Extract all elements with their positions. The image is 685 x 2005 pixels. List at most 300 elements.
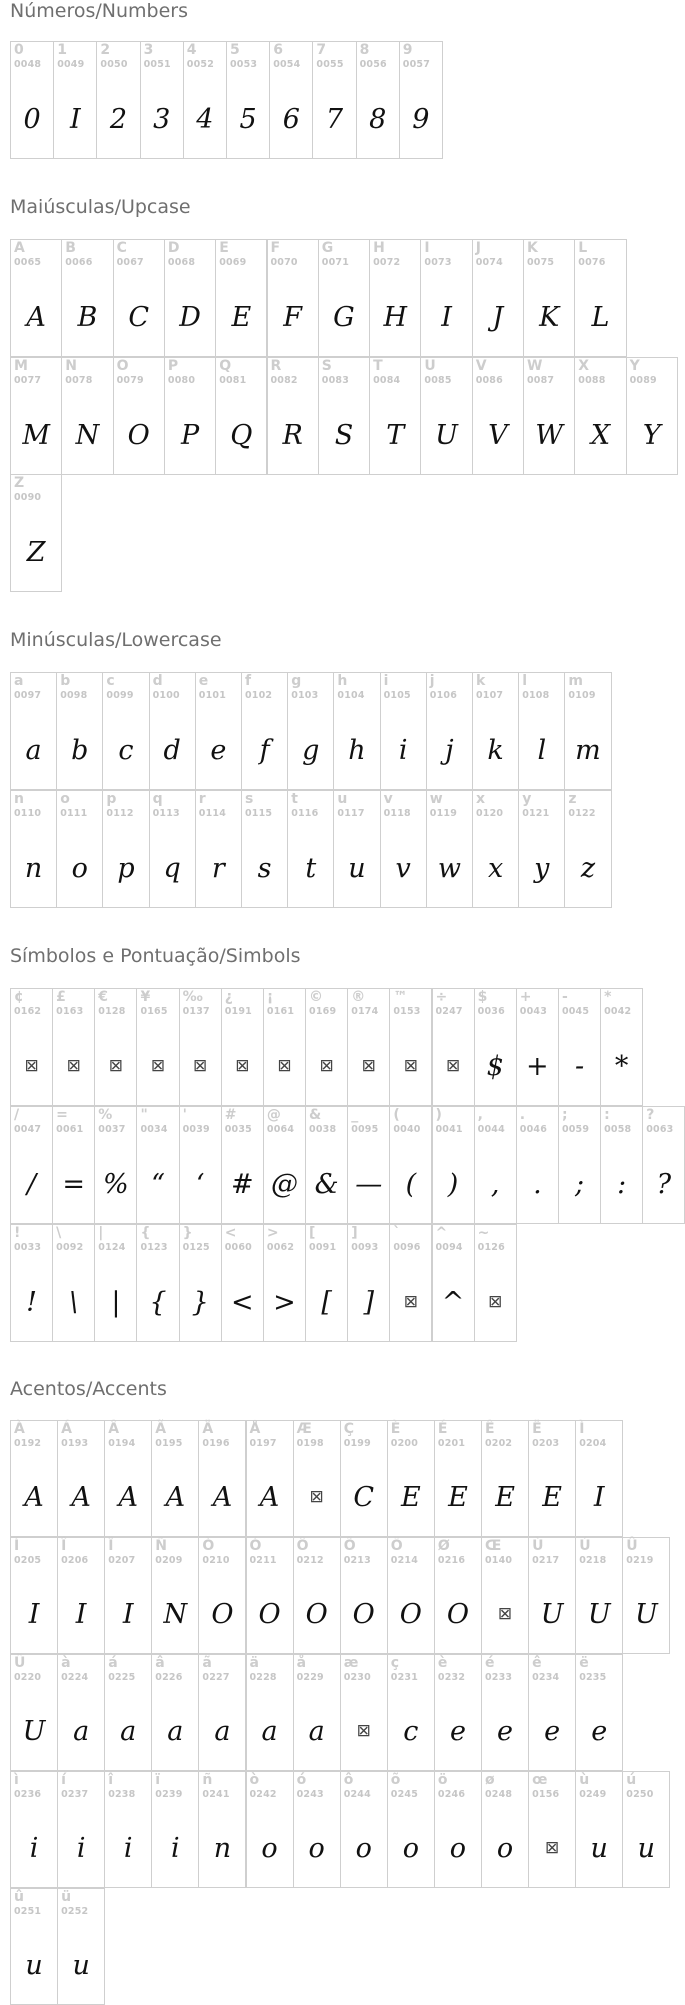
glyph-code: 0048 [14,59,42,70]
glyph-cell [136,988,179,1106]
glyph-code: 0219 [626,1555,654,1566]
missing-glyph-box: ⊠ [66,1055,81,1076]
glyph-cell [340,1537,388,1654]
glyph-sample: e [210,734,227,766]
glyph-char-label: x [476,791,486,807]
glyph-code: 0210 [202,1555,230,1566]
glyph-char-label: ó [296,1772,307,1788]
glyph-cell [151,1420,199,1537]
glyph-cell [347,1224,390,1342]
glyph-code: 0233 [485,1672,513,1683]
glyph-sample: E [231,301,252,333]
glyph-cell [518,672,565,790]
glyph-char-label: ¢ [14,989,24,1005]
glyph-sample: e [591,1716,608,1747]
glyph-code: 0209 [155,1555,183,1566]
glyph-sample: W [535,419,564,451]
missing-glyph-box: ⊠ [361,1055,376,1076]
glyph-sample: O [446,1599,469,1630]
glyph-sample: o [496,1833,514,1864]
glyph-cell [472,357,524,475]
glyph-cell [333,790,380,908]
glyph-sample: O [127,419,150,451]
missing-glyph-box: ⊠ [193,1055,208,1076]
glyph-char-label: e [198,673,209,689]
glyph-char-label: Y [629,358,640,374]
glyph-cell [432,988,475,1106]
glyph-char-label: Q [219,358,232,374]
glyph-sample: k [487,734,504,766]
glyph-char-label: X [578,358,590,374]
glyph-code: 0068 [167,257,196,268]
glyph-code: 0045 [561,1006,590,1017]
glyph-cell [387,1420,435,1537]
glyph-char-label: z [568,791,577,807]
glyph-cell [474,988,517,1106]
glyph-char-label: y [522,791,532,807]
glyph-code: 0125 [182,1242,210,1253]
glyph-char-label: l [522,673,527,689]
glyph-code: 0085 [424,375,452,386]
glyph-cell [389,1224,432,1342]
glyph-code: 0251 [14,1906,42,1917]
glyph-code: 0037 [98,1124,126,1135]
glyph-code: 0061 [56,1124,84,1135]
glyph-code: 0043 [519,1006,548,1017]
missing-glyph-box: ⊠ [497,1604,513,1624]
glyph-char-label: ( [393,1107,400,1123]
glyph-sample: U [587,1599,611,1630]
glyph-char-label: ; [561,1107,568,1123]
glyph-code: 0120 [476,808,504,819]
glyph-char-label: ? [646,1107,655,1123]
glyph-code: 0206 [61,1555,89,1566]
glyph-cell [481,1537,529,1654]
glyph-char-label: @ [266,1107,281,1123]
glyph-cell [287,672,334,790]
glyph-code: 0128 [98,1006,126,1017]
glyph-code: 0229 [296,1672,324,1683]
glyph-sample: > [273,1286,296,1318]
glyph-char-label: ÷ [435,989,448,1005]
glyph-char-label: Ç [343,1421,354,1437]
glyph-char-label: V [475,358,487,374]
glyph-char-label: â [155,1655,165,1671]
glyph-cell [136,1106,179,1224]
glyph-cell [56,672,103,790]
glyph-cell [472,239,524,357]
glyph-char-label: Ü [14,1655,26,1671]
glyph-sample: E [400,1482,421,1513]
glyph-cell [57,1654,105,1771]
glyph-code: 0225 [108,1672,136,1683]
glyph-sample: ; [574,1168,585,1200]
glyph-code: 0096 [393,1242,421,1253]
glyph-sample: ^ [441,1286,465,1318]
glyph-code: 0232 [437,1672,466,1683]
glyph-cell [600,1106,643,1224]
glyph-sample: — [355,1168,383,1200]
glyph-sample: K [539,301,560,333]
glyph-char-label: M [14,358,28,374]
glyph-code: 0212 [296,1555,324,1566]
glyph-cell [432,1106,475,1224]
glyph-code: 0052 [186,59,215,70]
glyph-char-label: A [14,240,25,256]
missing-glyph-box: ⊠ [277,1055,292,1076]
glyph-sample: I [122,1599,134,1630]
glyph-char-label: ^ [435,1225,448,1241]
glyph-char-label: ) [435,1107,442,1123]
glyph-char-label: t [291,791,298,807]
glyph-char-label: 8 [359,42,370,58]
glyph-char-label: P [167,358,179,374]
glyph-char-label: æ [343,1655,359,1671]
glyph-char-label: Í [14,1538,20,1554]
glyph-sample: a [261,1716,278,1747]
glyph-sample: 3 [153,103,171,135]
glyph-code: 0238 [108,1789,136,1800]
missing-glyph-box: ⊠ [403,1291,419,1312]
glyph-code: 0083 [321,375,350,386]
glyph-char-label: F [270,240,281,256]
glyph-char-label: m [568,673,583,689]
glyph-char-label: r [198,791,206,807]
glyph-char-label: 1 [57,42,67,58]
glyph-cell [380,790,427,908]
glyph-cell [426,790,473,908]
glyph-char-label: 6 [273,42,283,58]
glyph-char-label: ù [579,1772,590,1788]
glyph-cell [104,1654,152,1771]
glyph-code: 0161 [266,1006,295,1017]
glyph-cell [241,790,288,908]
glyph-sample: a [308,1716,325,1747]
missing-glyph-box: ⊠ [545,1838,560,1858]
glyph-char-label: ` [393,1225,401,1241]
glyph-cell [57,1771,105,1888]
glyph-sample: # [231,1168,254,1200]
glyph-char-label: Ô [296,1538,309,1554]
glyph-sample: S [334,419,354,451]
glyph-sample: v [395,852,411,884]
glyph-code: 0078 [65,375,93,386]
glyph-char-label: O [116,358,129,374]
glyph-code: 0079 [116,375,144,386]
glyph-char-label: Á [61,1421,72,1437]
glyph-cell [198,1654,246,1771]
glyph-char-label: I [424,240,430,256]
glyph-cell [269,41,313,159]
glyph-sample: C [128,301,150,333]
glyph-char-label: f [245,673,252,689]
glyph-char-label: ¿ [224,989,233,1005]
glyph-code: 0114 [198,808,227,819]
glyph-code: 0080 [167,375,196,386]
glyph-cell [389,988,432,1106]
glyph-char-label: Ö [390,1538,403,1554]
glyph-code: 0169 [309,1006,337,1017]
glyph-char-label: Ë [532,1421,542,1437]
glyph-sample: ‘ [195,1168,205,1200]
glyph-char-label: $ [477,989,488,1005]
glyph-sample: o [71,852,88,884]
glyph-code: 0201 [437,1438,466,1449]
glyph-cell [558,1106,601,1224]
glyph-sample: O [258,1599,281,1630]
glyph-char-label: > [266,1225,279,1241]
glyph-sample: o [261,1833,278,1864]
glyph-code: 0243 [296,1789,324,1800]
glyph-sample: A [259,1482,280,1513]
glyph-cell [528,1654,576,1771]
glyph-sample: I [593,1482,605,1513]
glyph-sample: b [71,734,89,766]
glyph-code: 0054 [273,59,301,70]
glyph-code: 0231 [390,1672,419,1683]
glyph-char-label: 2 [100,42,111,58]
glyph-cell [10,1420,58,1537]
glyph-char-label: È [390,1421,401,1437]
glyph-cell [564,790,611,908]
glyph-code: 0042 [604,1006,632,1017]
glyph-char-label: - [561,989,568,1005]
glyph-char-label: ò [249,1772,260,1788]
glyph-cell [318,239,370,357]
glyph-sample: X [590,419,611,451]
glyph-sample: n [213,1833,232,1864]
glyph-sample: C [353,1482,375,1513]
glyph-cell [356,41,400,159]
glyph-cell [10,41,54,159]
glyph-char-label: Ó [249,1538,262,1554]
glyph-cell [600,988,643,1106]
glyph-char-label: D [167,240,180,256]
missing-glyph-box: ⊠ [488,1291,503,1312]
glyph-sample: c [403,1716,419,1747]
glyph-sample: N [75,419,100,451]
glyph-sample: i [171,1833,180,1864]
glyph-sample: I [28,1599,40,1630]
glyph-code: 0116 [291,808,319,819]
glyph-code: 0065 [14,257,42,268]
glyph-code: 0074 [475,257,503,268]
glyph-sample: e [497,1716,514,1747]
glyph-cell [104,1537,152,1654]
glyph-code: 0113 [152,808,180,819]
glyph-cell [151,1654,199,1771]
glyph-cell [113,239,165,357]
glyph-code: 0107 [476,690,504,701]
glyph-char-label: K [527,240,538,256]
glyph-cell [221,988,264,1106]
glyph-cell [575,1654,623,1771]
glyph-cell [195,790,242,908]
glyph-sample: Y [642,419,661,451]
glyph-code: 0035 [224,1124,252,1135]
glyph-char-label: å [296,1655,307,1671]
glyph-sample: H [383,301,408,333]
glyph-code: 0244 [343,1789,371,1800]
glyph-sample: { [149,1286,167,1318]
glyph-code: 0247 [435,1006,463,1017]
glyph-sample: j [445,734,454,766]
glyph-sample: Z [26,536,46,568]
glyph-sample: A [26,301,46,333]
glyph-code: 0174 [351,1006,379,1017]
glyph-char-label: d [152,673,163,689]
glyph-sample: ( [405,1168,417,1200]
glyph-char-label: J [475,240,481,256]
glyph-cell [516,988,559,1106]
glyph-sample: u [348,852,366,884]
glyph-cell [10,239,62,357]
glyph-sample: T [386,419,405,451]
glyph-cell [267,239,319,357]
glyph-code: 0069 [219,257,247,268]
glyph-cell [246,1537,294,1654]
glyph-code: 0095 [351,1124,379,1135]
glyph-code: 0084 [373,375,401,386]
glyph-sample: 7 [325,103,344,135]
glyph-char-label: < [224,1225,237,1241]
glyph-char-label: ø [485,1772,495,1788]
glyph-code: 0049 [57,59,85,70]
glyph-code: 0153 [393,1006,421,1017]
glyph-code: 0191 [224,1006,252,1017]
glyph-code: 0199 [343,1438,371,1449]
glyph-char-label: ï [155,1772,161,1788]
glyph-sample: Q [230,419,253,451]
glyph-char-label: õ [390,1772,401,1788]
glyph-cell [53,41,97,159]
glyph-cell [94,988,137,1106]
glyph-sample: 0 [23,103,41,135]
glyph-cell [293,1420,341,1537]
glyph-code: 0216 [437,1555,466,1566]
glyph-code: 0252 [61,1906,89,1917]
glyph-sample: o [449,1833,467,1864]
glyph-code: 0140 [485,1555,513,1566]
glyph-cell [564,672,611,790]
glyph-sample: N [163,1599,188,1630]
glyph-char-label: ñ [202,1772,213,1788]
glyph-sample: 9 [412,103,430,135]
glyph-code: 0101 [198,690,227,701]
glyph-sample: ) [447,1168,459,1200]
glyph-code: 0050 [100,59,128,70]
glyph-char-label: Ø [437,1538,450,1554]
glyph-cell [622,1771,670,1888]
glyph-char-label: © [309,989,324,1005]
glyph-sample: E [542,1482,562,1513]
glyph-char-label: [ [309,1225,316,1241]
glyph-char-label: Ê [485,1421,495,1437]
glyph-char-label: ! [14,1225,21,1241]
glyph-cell [140,41,184,159]
glyph-code: 0202 [485,1438,513,1449]
glyph-char-label: á [108,1655,118,1671]
glyph-sample: 6 [282,103,300,135]
glyph-sample: d [163,734,181,766]
glyph-code: 0103 [291,690,319,701]
glyph-char-label: Œ [485,1538,502,1554]
glyph-char-label: i [383,673,389,689]
glyph-code: 0162 [14,1006,42,1017]
glyph-cell [221,1224,264,1342]
glyph-sample: : [617,1168,627,1200]
glyph-code: 0228 [249,1672,277,1683]
glyph-code: 0241 [202,1789,230,1800]
glyph-sample: E [448,1482,468,1513]
glyph-cell [215,239,267,357]
glyph-cell [293,1771,341,1888]
glyph-char-label: * [604,989,612,1005]
glyph-sample: o [355,1833,372,1864]
glyph-code: 0220 [14,1672,42,1683]
glyph-code: 0246 [437,1789,466,1800]
glyph-code: 0237 [61,1789,89,1800]
glyph-sample: U [634,1599,658,1630]
glyph-sample: u [25,1950,43,1981]
glyph-cell [528,1771,576,1888]
glyph-sample: a [73,1716,90,1747]
glyph-code: 0111 [60,808,88,819]
glyph-sample: p [117,852,135,884]
glyph-cell [10,1106,53,1224]
glyph-code: 0060 [224,1242,252,1253]
glyph-cell [575,1420,623,1537]
glyph-sample: u [637,1833,656,1864]
glyph-code: 0214 [390,1555,419,1566]
glyph-char-label: í [61,1772,66,1788]
glyph-cell [52,1224,95,1342]
glyph-cell [104,1771,152,1888]
glyph-cell [347,1106,390,1224]
glyph-sample: U [435,419,458,451]
glyph-char-label: Ñ [155,1538,168,1554]
glyph-code: 0115 [245,808,273,819]
glyph-code: 0056 [359,59,387,70]
glyph-code: 0057 [402,59,431,70]
glyph-code: 0211 [249,1555,277,1566]
glyph-char-label: E [219,240,229,256]
glyph-char-label: | [98,1225,104,1241]
glyph-char-label: Z [14,475,25,491]
glyph-cell [472,672,519,790]
glyph-code: 0089 [629,375,657,386]
glyph-cell [426,672,473,790]
glyph-cell [10,672,57,790]
glyph-sample: @ [270,1168,298,1200]
glyph-cell [518,790,565,908]
glyph-cell [104,1420,152,1537]
glyph-cell [246,1771,294,1888]
glyph-code: 0248 [485,1789,513,1800]
glyph-sample: B [77,301,98,333]
glyph-char-label: v [383,791,393,807]
glyph-code: 0249 [579,1789,607,1800]
glyph-cell [221,1106,264,1224]
glyph-cell [179,1106,222,1224]
glyph-sample: s [257,852,272,884]
glyph-code: 0094 [435,1242,463,1253]
glyph-code: 0067 [116,257,144,268]
glyph-sample: A [24,1482,44,1513]
glyph-cell [179,988,222,1106]
glyph-char-label: T [373,358,383,374]
glyph-code: 0040 [393,1124,421,1135]
